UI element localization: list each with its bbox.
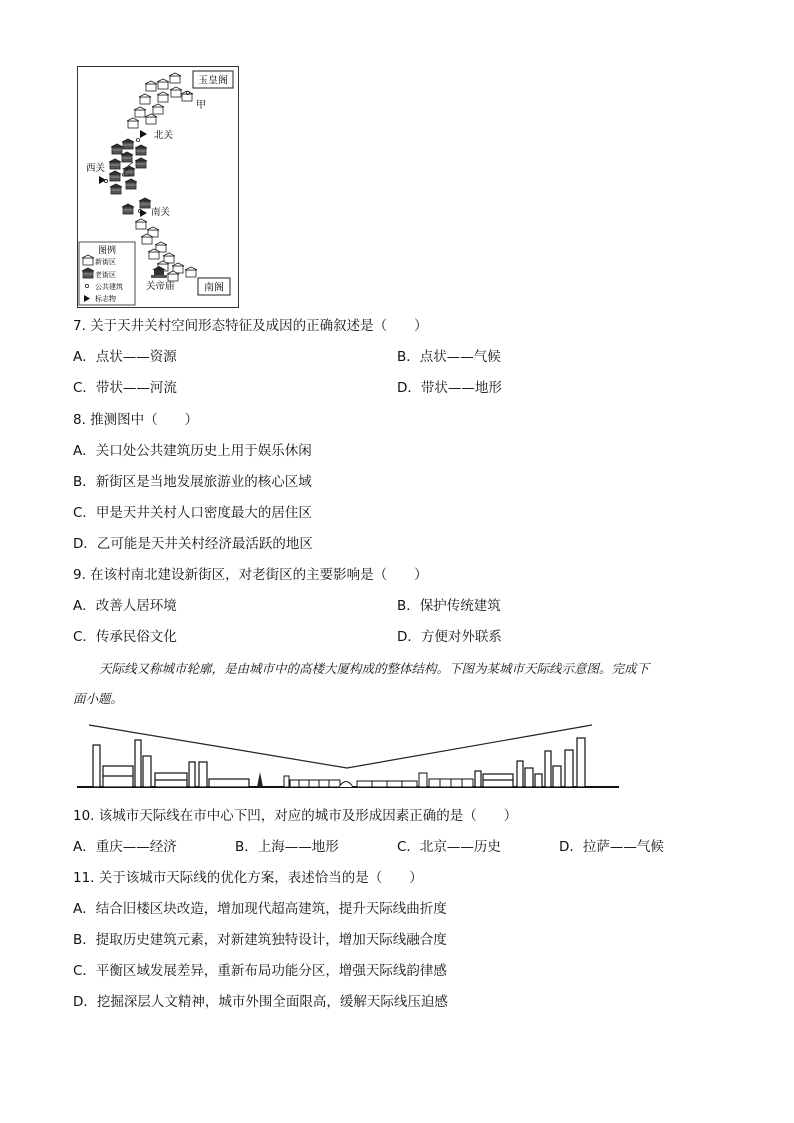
- q8-stem: 8. 推测图中（ ）: [73, 412, 199, 428]
- skyline-svg: [77, 718, 622, 793]
- q11-option-a: A．结合旧楼区块改造，增加现代超高建筑，提升天际线曲折度: [73, 901, 447, 917]
- legend-new-district: 新街区: [95, 258, 116, 266]
- passage-line-1: 天际线又称城市轮廓，是由城市中的高楼大厦构成的整体结构。下图为某城市天际线示意图。完成下: [99, 661, 650, 676]
- beiguan-label: 北关: [154, 130, 174, 141]
- nange-label: 南阁: [204, 282, 224, 294]
- q8-option-b: B．新街区是当地发展旅游业的核心区域: [73, 474, 312, 490]
- q11-option-b: B．提取历史建筑元素，对新建筑独特设计，增加天际线融合度: [73, 932, 447, 948]
- q8-option-d: D．乙可能是天井关村经济最活跃的地区: [73, 536, 313, 552]
- q10-stem: 10. 该城市天际线在市中心下凹，对应的城市及形成因素正确的是（ ）: [73, 808, 518, 824]
- q7-option-a: A．点状——资源: [73, 349, 177, 365]
- q10-option-c: C．北京——历史: [397, 839, 501, 855]
- q9-option-d: D．方便对外联系: [397, 629, 502, 645]
- beiguan-marker-icon: [140, 130, 147, 138]
- q10-option-b: B．上海——地形: [235, 839, 339, 855]
- q8-option-c: C．甲是天井关村人口密度最大的居住区: [73, 505, 312, 521]
- village-map-figure: [77, 66, 239, 308]
- q9-option-c: C．传承民俗文化: [73, 629, 177, 645]
- q7-option-c: C．带状——河流: [73, 380, 177, 396]
- guandi-temple-label: 关帝庙: [146, 281, 175, 292]
- nanguan-label: 南关: [151, 207, 171, 218]
- q7-option-d: D．带状——地形: [397, 380, 502, 396]
- q9-option-a: A．改善人居环境: [73, 598, 177, 614]
- q11-stem: 11. 关于该城市天际线的优化方案，表述恰当的是（ ）: [73, 870, 423, 886]
- center-low-buildings: [284, 773, 473, 787]
- legend-title: 图例: [97, 246, 117, 256]
- skyline-figure: [77, 718, 622, 793]
- xiguan-label: 西关: [86, 163, 106, 174]
- jia-label: 甲: [196, 100, 206, 111]
- q11-option-c: C．平衡区域发展差异，重新布局功能分区，增强天际线韵律感: [73, 963, 447, 979]
- q11-option-d: D．挖掘深层人文精神，城市外围全面限高，缓解天际线压迫感: [73, 994, 448, 1010]
- q10-option-a: A．重庆——经济: [73, 839, 177, 855]
- q7-option-b: B．点状——气候: [397, 349, 501, 365]
- q7-stem: 7. 关于天井关村空间形态特征及成因的正确叙述是（ ）: [73, 318, 428, 334]
- yuhuang-pavilion-label: 玉皇阁: [198, 75, 228, 87]
- yi-label: 乙: [121, 168, 131, 179]
- q9-option-b: B．保护传统建筑: [397, 598, 501, 614]
- legend-old-district: 老街区: [95, 271, 116, 279]
- spire-icon: [257, 772, 263, 787]
- nanguan-marker-icon: [140, 209, 147, 217]
- legend-public-building: 公共建筑: [95, 283, 123, 291]
- q9-stem: 9. 在该村南北建设新街区，对老街区的主要影响是（ ）: [73, 567, 428, 583]
- legend-landmark: 标志物: [95, 295, 116, 303]
- right-buildings: [475, 738, 585, 787]
- passage-line-2: 面小题。: [73, 691, 124, 706]
- q8-option-a: A．关口处公共建筑历史上用于娱乐休闲: [73, 443, 312, 459]
- q10-option-d: D．拉萨——气候: [559, 839, 664, 855]
- left-buildings: [93, 740, 249, 787]
- village-map-svg: [78, 67, 238, 307]
